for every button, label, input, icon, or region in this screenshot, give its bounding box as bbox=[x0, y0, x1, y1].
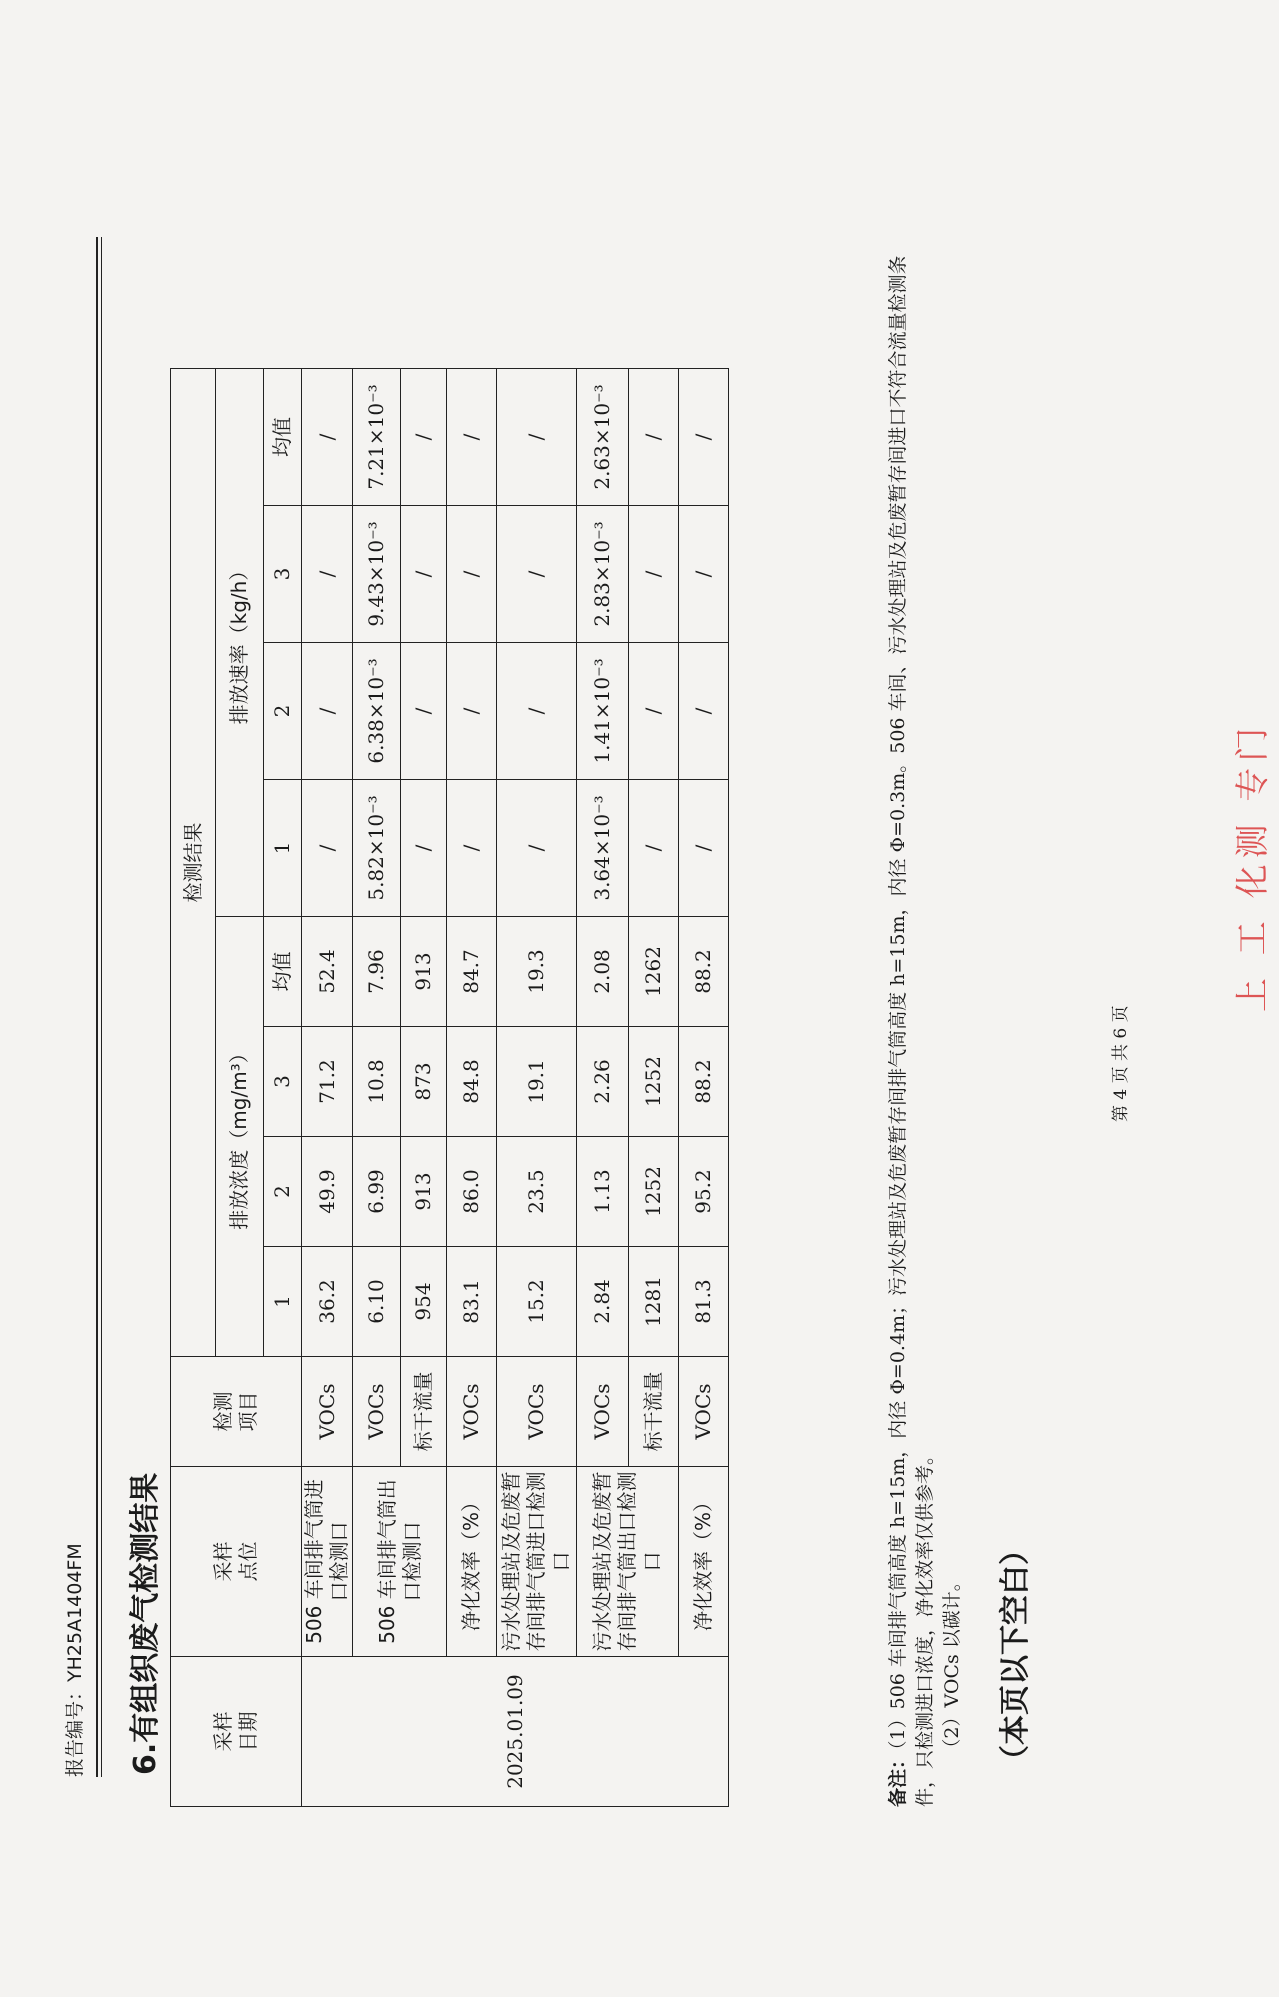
header-item: 检测 项目 bbox=[171, 1357, 302, 1467]
value-cell: 83.1 bbox=[447, 1247, 497, 1357]
value-cell: 1.13 bbox=[577, 1137, 629, 1247]
header-results: 检测结果 bbox=[171, 369, 216, 1357]
value-cell: 913 bbox=[401, 917, 447, 1027]
point-cell: 污水处理站及危废暂存间排气筒出口检测口 bbox=[577, 1467, 679, 1657]
value-cell: / bbox=[302, 506, 353, 643]
header-point: 采样 点位 bbox=[171, 1467, 302, 1657]
value-cell: / bbox=[447, 369, 497, 506]
value-cell: / bbox=[401, 643, 447, 780]
value-cell: 6.38×10⁻³ bbox=[353, 643, 401, 780]
value-cell: / bbox=[679, 506, 729, 643]
value-cell: / bbox=[679, 643, 729, 780]
value-cell: 954 bbox=[401, 1247, 447, 1357]
blank-note: （本页以下空白） bbox=[998, 1535, 1033, 1775]
report-number: 报告编号：YH25A1404FM bbox=[64, 1543, 86, 1777]
header-rule bbox=[96, 237, 98, 1777]
remarks-label: 备注： bbox=[887, 1749, 909, 1807]
value-cell: 6.10 bbox=[353, 1247, 401, 1357]
value-cell: 5.82×10⁻³ bbox=[353, 780, 401, 917]
value-cell: / bbox=[401, 369, 447, 506]
value-cell: / bbox=[447, 643, 497, 780]
value-cell: 71.2 bbox=[302, 1027, 353, 1137]
item-cell: VOCs bbox=[497, 1357, 577, 1467]
value-cell: 913 bbox=[401, 1137, 447, 1247]
value-cell: 1262 bbox=[629, 917, 679, 1027]
date-cell: 2025.01.09 bbox=[302, 1657, 729, 1807]
value-cell: / bbox=[497, 643, 577, 780]
header-date: 采样 日期 bbox=[171, 1657, 302, 1807]
value-cell: 84.8 bbox=[447, 1027, 497, 1137]
value-cell: / bbox=[629, 780, 679, 917]
header-r2: 2 bbox=[264, 643, 302, 780]
header-c2: 2 bbox=[264, 1137, 302, 1247]
value-cell: / bbox=[302, 780, 353, 917]
value-cell: 19.1 bbox=[497, 1027, 577, 1137]
value-cell: / bbox=[497, 780, 577, 917]
value-cell: 9.43×10⁻³ bbox=[353, 506, 401, 643]
header-concentration: 排放浓度（mg/m³） bbox=[216, 917, 264, 1357]
results-table bbox=[170, 368, 729, 1807]
item-cell: VOCs bbox=[679, 1357, 729, 1467]
value-cell: 1252 bbox=[629, 1137, 679, 1247]
item-cell: 标干流量 bbox=[629, 1357, 679, 1467]
value-cell: 7.96 bbox=[353, 917, 401, 1027]
value-cell: 2.26 bbox=[577, 1027, 629, 1137]
value-cell: 1252 bbox=[629, 1027, 679, 1137]
header-c1: 1 bbox=[264, 1247, 302, 1357]
value-cell: 81.3 bbox=[679, 1247, 729, 1357]
table-row bbox=[497, 369, 577, 1807]
remarks bbox=[885, 222, 966, 1807]
table-row bbox=[679, 369, 729, 1807]
section-title: 6.有组织废气检测结果 bbox=[128, 1472, 163, 1775]
header-rate: 排放速率（kg/h） bbox=[216, 369, 264, 917]
item-cell: VOCs bbox=[447, 1357, 497, 1467]
table-row bbox=[447, 369, 497, 1807]
value-cell: 95.2 bbox=[679, 1137, 729, 1247]
remarks-line-1: （1）506 车间排气筒高度 h=15m，内径 Φ=0.4m；污水处理站及危废暂存间排气筒高度 h=15m，内径 Φ=0.3m。506 车间、污水处理站及危废暂存间进口不符合流量检测条件，只检测进口浓度，净化效率仅供参考。 bbox=[887, 255, 936, 1807]
value-cell: 36.2 bbox=[302, 1247, 353, 1357]
value-cell: 873 bbox=[401, 1027, 447, 1137]
value-cell: 23.5 bbox=[497, 1137, 577, 1247]
header-r3: 3 bbox=[264, 506, 302, 643]
point-cell: 净化效率（%） bbox=[447, 1467, 497, 1657]
value-cell: / bbox=[302, 643, 353, 780]
value-cell: 1.41×10⁻³ bbox=[577, 643, 629, 780]
value-cell: 19.3 bbox=[497, 917, 577, 1027]
value-cell: 15.2 bbox=[497, 1247, 577, 1357]
table-row bbox=[302, 369, 353, 1807]
table-row bbox=[577, 369, 629, 1807]
value-cell: / bbox=[497, 506, 577, 643]
value-cell: 1281 bbox=[629, 1247, 679, 1357]
point-cell: 污水处理站及危废暂存间排气筒进口检测口 bbox=[497, 1467, 577, 1657]
header-cavg: 均值 bbox=[264, 917, 302, 1027]
value-cell: 86.0 bbox=[447, 1137, 497, 1247]
page-footer: 第 4 页 共 6 页 bbox=[1111, 1005, 1131, 1122]
value-cell: 84.7 bbox=[447, 917, 497, 1027]
item-cell: VOCs bbox=[353, 1357, 401, 1467]
value-cell: 2.63×10⁻³ bbox=[577, 369, 629, 506]
remarks-line-2: （2）VOCs 以碳计。 bbox=[941, 1572, 963, 1758]
value-cell: / bbox=[629, 369, 679, 506]
value-cell: 49.9 bbox=[302, 1137, 353, 1247]
value-cell: 6.99 bbox=[353, 1137, 401, 1247]
value-cell: / bbox=[401, 780, 447, 917]
value-cell: 2.83×10⁻³ bbox=[577, 506, 629, 643]
value-cell: / bbox=[679, 780, 729, 917]
value-cell: 3.64×10⁻³ bbox=[577, 780, 629, 917]
red-stamp-partial: 上 工 化测 专门 bbox=[1233, 721, 1273, 1012]
value-cell: / bbox=[629, 643, 679, 780]
item-cell: 标干流量 bbox=[401, 1357, 447, 1467]
point-cell: 506 车间排气筒出口检测口 bbox=[353, 1467, 447, 1657]
value-cell: 7.21×10⁻³ bbox=[353, 369, 401, 506]
value-cell: / bbox=[679, 369, 729, 506]
header-ravg: 均值 bbox=[264, 369, 302, 506]
point-cell: 506 车间排气筒进口检测口 bbox=[302, 1467, 353, 1657]
item-cell: VOCs bbox=[302, 1357, 353, 1467]
value-cell: 10.8 bbox=[353, 1027, 401, 1137]
item-cell: VOCs bbox=[577, 1357, 629, 1467]
header-c3: 3 bbox=[264, 1027, 302, 1137]
value-cell: 88.2 bbox=[679, 1027, 729, 1137]
value-cell: 2.08 bbox=[577, 917, 629, 1027]
value-cell: / bbox=[497, 369, 577, 506]
table-row bbox=[353, 369, 401, 1807]
value-cell: / bbox=[302, 369, 353, 506]
value-cell: 52.4 bbox=[302, 917, 353, 1027]
value-cell: 2.84 bbox=[577, 1247, 629, 1357]
point-cell: 净化效率（%） bbox=[679, 1467, 729, 1657]
value-cell: / bbox=[401, 506, 447, 643]
value-cell: 88.2 bbox=[679, 917, 729, 1027]
header-r1: 1 bbox=[264, 780, 302, 917]
value-cell: / bbox=[447, 780, 497, 917]
value-cell: / bbox=[629, 506, 679, 643]
value-cell: / bbox=[447, 506, 497, 643]
header-rule-thin bbox=[101, 237, 102, 1777]
